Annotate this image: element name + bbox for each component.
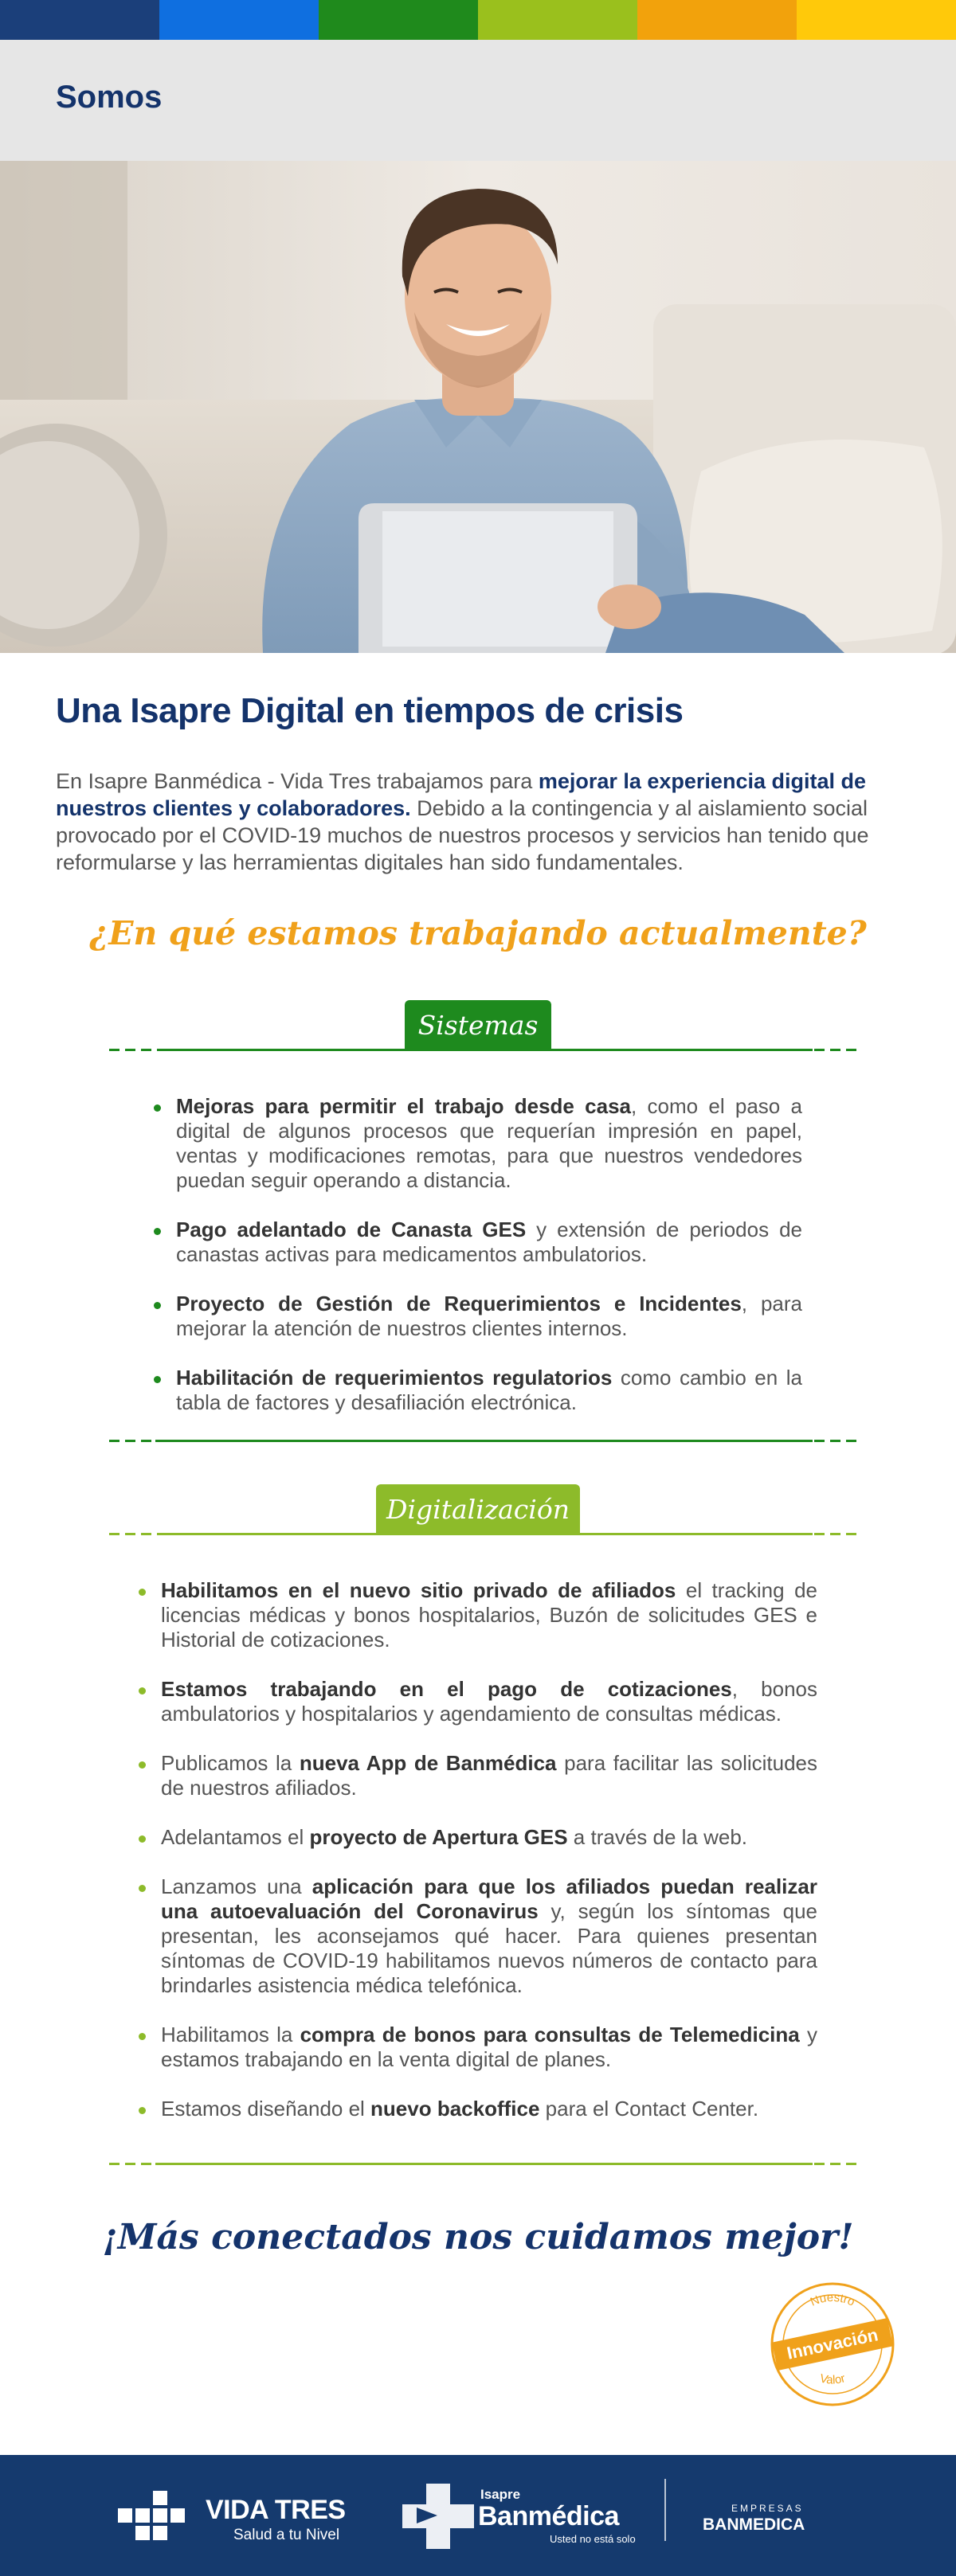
intro-title: Una Isapre Digital en tiempos de crisis xyxy=(56,691,684,730)
page-title: Somos xyxy=(56,80,163,115)
footer-divider xyxy=(664,2479,666,2541)
list-item xyxy=(161,1874,817,1998)
list-item xyxy=(161,2023,817,2072)
divider-dashes xyxy=(814,2163,860,2165)
item-text: y extensión de periodos de canastas activas para medicamentos ambulatorios. xyxy=(176,1218,802,1266)
banmedica-tagline: Usted no está solo xyxy=(550,2533,636,2545)
divider-dashes xyxy=(109,1049,155,1051)
item-text: Estamos diseñando el xyxy=(161,2097,371,2121)
list-item xyxy=(176,1218,802,1267)
sistemas-header xyxy=(0,1000,956,1056)
intro-text-highlight: mejorar la experiencia digital de nuestros clientes y colaboradores. xyxy=(56,769,866,820)
intro-text-end: Debido a la contingencia y al aislamiento social provocado por el COVID-19 muchos de nuestros procesos y servicios han tenido que reformularse y las herramientas digitales han sido fundamentales. xyxy=(56,796,869,874)
digitalizacion-label: Digitalización xyxy=(376,1484,580,1535)
banmedica-prefix: Isapre xyxy=(480,2487,521,2502)
vidatres-name: VIDA TRES xyxy=(206,2495,346,2525)
stripe-segment xyxy=(319,0,478,40)
header-band xyxy=(0,40,956,161)
item-bold: aplicación para que los afiliados puedan realizar una autoevaluación del Coronavirus xyxy=(161,1874,817,1923)
sistemas-label: Sistemas xyxy=(405,1000,551,1051)
list-item xyxy=(176,1292,802,1341)
item-text: , como el paso a digital de algunos procesos que requerían impresión en papel, ventas y modificaciones remotas, para que nuestros vendedores puedan seguir operando a distancia. xyxy=(176,1094,802,1192)
divider-dashes xyxy=(109,1533,155,1535)
vidatres-cross-icon xyxy=(118,2491,194,2540)
stripe-segment xyxy=(637,0,797,40)
list-item xyxy=(176,1094,802,1193)
badge-bottom-text: Valor xyxy=(818,2371,847,2387)
item-bold: proyecto de Apertura GES xyxy=(309,1825,568,1849)
item-bold: nuevo backoffice xyxy=(370,2097,540,2121)
stripe-segment xyxy=(0,0,159,40)
list-item xyxy=(161,1578,817,1652)
item-text: Publicamos la xyxy=(161,1751,300,1775)
item-text: Lanzamos una xyxy=(161,1874,312,1898)
hero-image xyxy=(0,161,956,653)
item-text: Adelantamos el xyxy=(161,1825,310,1849)
item-text: para el Contact Center. xyxy=(539,2097,759,2121)
item-text: , para mejorar la atención de nuestros clientes internos. xyxy=(176,1292,802,1340)
man-with-laptop-photo xyxy=(0,161,956,653)
item-bold: Proyecto de Gestión de Requerimientos e Incidentes xyxy=(176,1292,742,1315)
intro-paragraph xyxy=(56,768,900,876)
divider-dashes xyxy=(814,1533,860,1535)
banmedica-name: Banmédica xyxy=(478,2501,619,2531)
sistemas-section xyxy=(0,1000,956,1444)
item-bold: Habilitamos en el nuevo sitio privado de afiliados xyxy=(161,1578,676,1602)
stripe-segment xyxy=(797,0,956,40)
item-text: y estamos trabajando en la venta digital de planes. xyxy=(161,2023,817,2071)
question-heading: ¿En qué estamos trabajando actualmente? xyxy=(89,914,867,952)
item-bold: Pago adelantado de Canasta GES xyxy=(176,1218,527,1241)
divider-line xyxy=(155,2163,813,2165)
intro-section xyxy=(0,691,956,876)
sistemas-footer-divider xyxy=(0,1440,956,1444)
vidatres-tagline: Salud a tu Nivel xyxy=(233,2527,340,2543)
digitalizacion-section xyxy=(0,1484,956,2168)
footer xyxy=(0,2455,956,2576)
item-bold: Estamos trabajando en el pago de cotizaciones xyxy=(161,1677,732,1701)
item-text: , bonos ambulatorios y hospitalarios y agendamiento de consultas médicas. xyxy=(161,1677,817,1726)
item-text: a través de la web. xyxy=(567,1825,748,1849)
stripe-segment xyxy=(159,0,319,40)
empresas-name: BANMEDICA xyxy=(703,2515,805,2534)
item-text: para facilitar las solicitudes de nuestros afiliados. xyxy=(161,1751,818,1800)
item-text: Habilitamos la xyxy=(161,2023,300,2046)
banmedica-cross-icon xyxy=(402,2484,474,2549)
item-text: como cambio en la tabla de factores y desafiliación electrónica. xyxy=(176,1366,802,1414)
sistemas-list xyxy=(0,1094,956,1415)
digitalizacion-header xyxy=(0,1484,956,1540)
divider-dashes xyxy=(814,1049,860,1051)
badge-middle-text: Innovación xyxy=(785,2324,880,2363)
list-item xyxy=(161,1751,817,1800)
badge-top-text: Nuestro xyxy=(808,2290,857,2309)
innovacion-badge xyxy=(767,2279,898,2410)
svg-text:Valor xyxy=(818,2371,846,2386)
brand-color-stripe xyxy=(0,0,956,40)
digitalizacion-footer-divider xyxy=(0,2163,956,2168)
list-item xyxy=(161,2097,817,2121)
list-item xyxy=(176,1366,802,1415)
item-bold: Mejoras para permitir el trabajo desde casa xyxy=(176,1094,631,1118)
digitalizacion-list xyxy=(0,1578,956,2121)
item-bold: Habilitación de requerimientos regulatorios xyxy=(176,1366,613,1390)
stripe-segment xyxy=(478,0,637,40)
svg-text:Nuestro xyxy=(809,2291,857,2309)
closing-slogan: ¡Más conectados nos cuidamos mejor! xyxy=(102,2217,854,2257)
item-bold: compra de bonos para consultas de Telemedicina xyxy=(300,2023,800,2046)
empresas-prefix: EMPRESAS xyxy=(731,2503,804,2514)
item-bold: nueva App de Banmédica xyxy=(299,1751,557,1775)
divider-dashes xyxy=(109,1440,155,1442)
list-item xyxy=(161,1825,817,1850)
divider-line xyxy=(155,1440,813,1442)
intro-text-start: En Isapre Banmédica - Vida Tres trabajamos para xyxy=(56,769,539,793)
divider-dashes xyxy=(109,2163,155,2165)
list-item xyxy=(161,1677,817,1726)
item-text: el tracking de licencias médicas y bonos hospitalarios, Buzón de solicitudes GES e Historial de cotizaciones. xyxy=(161,1578,817,1652)
divider-dashes xyxy=(814,1440,860,1442)
item-text: y, según los síntomas que presentan, les aconsejamos qué hacer. Para quienes presentan síntomas de COVID-19 habilitamos nuevos números de contacto para brindarles asistencia médica telefónica. xyxy=(161,1899,817,1997)
